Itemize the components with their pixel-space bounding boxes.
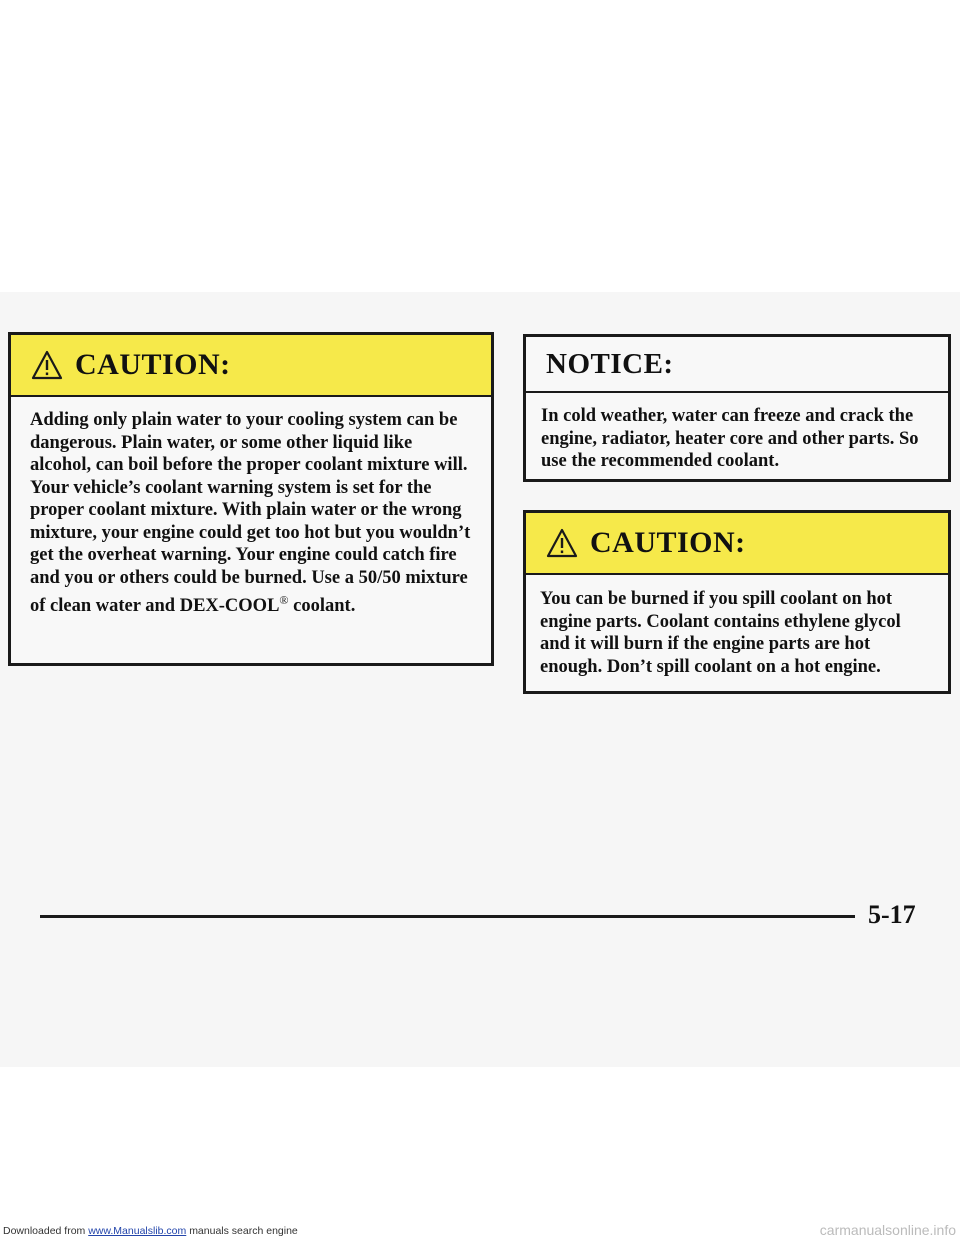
footer-rule	[40, 915, 855, 918]
caution-text-left	[11, 397, 491, 618]
caution-body-left-end: coolant.	[288, 596, 356, 617]
notice-box	[523, 334, 951, 482]
notice-title: NOTICE:	[546, 347, 674, 380]
caution-body-left: Adding only plain water to your cooling system can be dangerous. Plain water, or some other liquid like alcohol, can boil before the proper coolant mixture will. Your vehicle’s coolant warning system is set for the proper coolant mixture. With plain water or the wrong mixture, your engine could get too hot but you wouldn’t get the overheat warning. Your engine could catch fire and you or others could be burned. Use a 50/50 mixture of clean water and	[30, 410, 471, 617]
caution-header-right	[526, 513, 948, 575]
registered-mark: ®	[279, 593, 289, 607]
caution-title-right: CAUTION:	[590, 526, 746, 559]
caution-text-right: You can be burned if you spill coolant on hot engine parts. Coolant contains ethylene glycol and it will burn if the engine parts are hot enough. Don’t spill coolant on a hot engine.	[540, 589, 901, 677]
notice-header	[526, 337, 948, 393]
download-suffix: manuals search engine	[189, 1225, 298, 1237]
caution-box-right	[523, 510, 951, 694]
warning-triangle-icon	[31, 350, 63, 380]
manualslib-link[interactable]: www.Manualslib.com	[88, 1225, 187, 1237]
notice-text: In cold weather, water can freeze and crack the engine, radiator, heater core and other parts. So use the recommended coolant.	[541, 406, 919, 471]
watermark: carmanualsonline.info	[819, 1222, 956, 1238]
download-prefix: Downloaded from	[3, 1225, 86, 1237]
download-credit	[3, 1225, 298, 1237]
dex-cool-brand: DEX-COOL	[179, 596, 280, 617]
caution-title-left: CAUTION:	[75, 348, 231, 381]
caution-box-left	[8, 332, 494, 666]
page-number: 5-17	[868, 900, 916, 929]
caution-header-left	[11, 335, 491, 397]
warning-triangle-icon	[546, 528, 578, 558]
